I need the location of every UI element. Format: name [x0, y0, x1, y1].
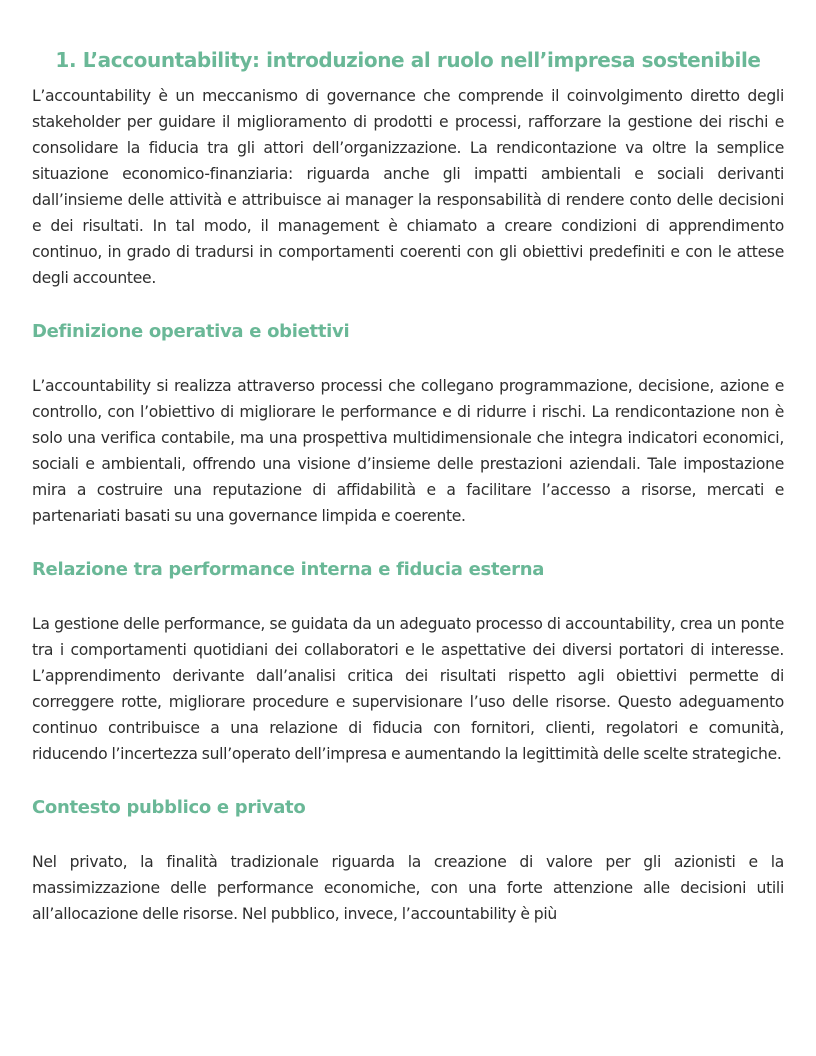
intro-paragraph: L’accountability è un meccanismo di governance che comprende il coinvolgimento diretto degli stakeholder per guidare il miglioramento di prodotti e processi, rafforzare la gestione dei rischi e consolidare la fiducia tra gli attori dell’organizzazione. La rendicontazione va oltre la semplice situazione economico-finanziaria: riguarda anche gli impatti ambientali e sociali derivanti dall’insieme delle attività e attribuisce ai manager la responsabilità di rendere conto delle decisioni e dei risultati. In tal modo, il management è chiamato a creare condizioni di apprendimento continuo, in grado di tradursi in comportamenti coerenti con gli obiettivi predefiniti e con le attese degli accountee.: [32, 87, 784, 287]
section-heading-relazione: Relazione tra performance interna e fiducia esterna: [32, 559, 545, 580]
section-paragraph-contesto: Nel privato, la finalità tradizionale riguarda la creazione di valore per gli azionisti e la massimizzazione delle performance economiche, con una forte attenzione alle decisioni utili all’allocazione delle risorse. Nel pubblico, invece, l’accountability è più: [32, 853, 784, 923]
section-heading-definizione: Definizione operativa e obiettivi: [32, 321, 350, 342]
document-page: [32, 0, 784, 927]
section-paragraph-relazione: La gestione delle performance, se guidata da un adeguato processo di accountability, crea un ponte tra i comportamenti quotidiani dei collaboratori e le aspettative dei diversi portatori di interesse. L’apprendimento derivante dall’analisi critica dei risultati rispetto agli obiettivi permette di correggere rotte, migliorare procedure e supervisionare l’uso delle risorse. Questo adeguamento continuo contribuisce a una relazione di fiducia con fornitori, clienti, regolatori e comunità, riducendo l’incertezza sull’operato dell’impresa e aumentando la legittimità delle scelte strategiche.: [32, 615, 784, 763]
section-heading-contesto: Contesto pubblico e privato: [32, 797, 306, 818]
section-paragraph-definizione: L’accountability si realizza attraverso processi che collegano programmazione, decisione, azione e controllo, con l’obiettivo di migliorare le performance e di ridurre i rischi. La rendicontazione non è solo una verifica contabile, ma una prospettiva multidimensionale che integra indicatori economici, sociali e ambientali, offrendo una visione d’insieme delle prestazioni aziendali. Tale impostazione mira a costruire una reputazione di affidabilità e a facilitare l’accesso a risorse, mercati e partenariati basati su una governance limpida e coerente.: [32, 377, 784, 525]
document-title: 1. L’accountability: introduzione al ruolo nell’impresa sostenibile: [55, 48, 761, 72]
